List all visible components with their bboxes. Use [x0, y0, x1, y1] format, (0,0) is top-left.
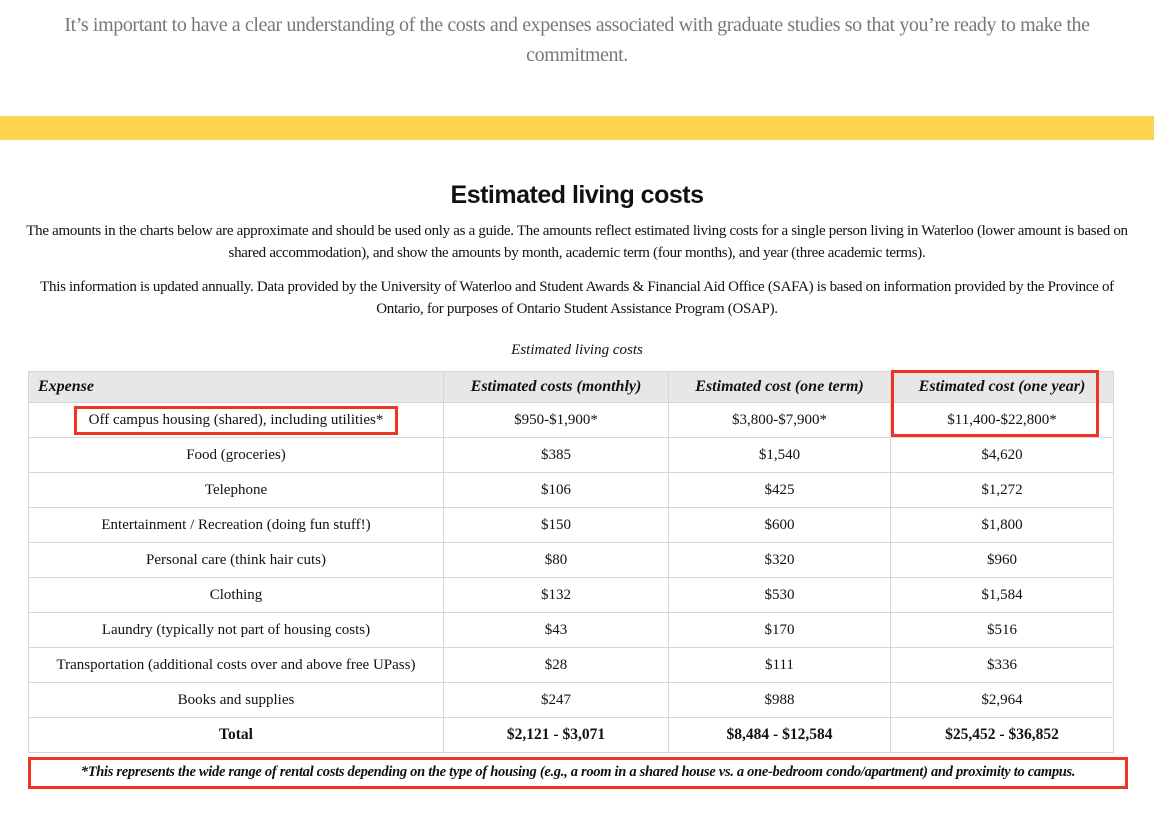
table-header-row [29, 372, 1114, 403]
cell-clothing-label: Clothing [29, 578, 444, 613]
table-row-entertainment [29, 508, 1114, 543]
cell-clothing-year: $1,584 [891, 578, 1114, 613]
header-one-term: Estimated cost (one term) [669, 372, 891, 403]
cell-entertainment-term: $600 [669, 508, 891, 543]
cell-books-term: $988 [669, 683, 891, 718]
cell-clothing-term: $530 [669, 578, 891, 613]
cell-laundry-year: $516 [891, 613, 1114, 648]
cell-total-term: $8,484 - $12,584 [669, 718, 891, 753]
header-expense: Expense [29, 372, 444, 403]
page-title: Estimated living costs [450, 181, 704, 209]
cell-telephone-term: $425 [669, 473, 891, 508]
cell-transportation-year: $336 [891, 648, 1114, 683]
cell-telephone-label: Telephone [29, 473, 444, 508]
cell-personal-care-monthly: $80 [444, 543, 669, 578]
description-paragraph-1: The amounts in the charts below are approximate and should be used only as a guide. The amounts reflect estimated living costs for a single person living in Waterloo (lower amount is based on shared accommodation), and show the amounts by month, academic term (four months), and year (three academic terms). [26, 223, 1128, 261]
cell-telephone-year: $1,272 [891, 473, 1114, 508]
cell-food-monthly: $385 [444, 438, 669, 473]
table-row-personal-care [29, 543, 1114, 578]
cell-transportation-label: Transportation (additional costs over and above free UPass) [29, 648, 444, 683]
cell-transportation-term: $111 [669, 648, 891, 683]
living-costs-table [28, 371, 1114, 753]
header-monthly: Estimated costs (monthly) [444, 372, 669, 403]
cell-housing-year: $11,400-$22,800* [891, 403, 1114, 438]
table-row-telephone [29, 473, 1114, 508]
cell-laundry-term: $170 [669, 613, 891, 648]
cell-entertainment-year: $1,800 [891, 508, 1114, 543]
description-paragraph-2: This information is updated annually. Data provided by the University of Waterloo and Student Awards & Financial Aid Office (SAFA) is based on information provided by the Province of Ontario, for purposes of Ontario Student Assistance Program (OSAP). [40, 279, 1114, 317]
footnote-highlight-box: *This represents the wide range of rental costs depending on the type of housing (e.g., a room in a shared house vs. a one-bedroom condo/apartment) and proximity to campus. [28, 757, 1128, 789]
intro-text: It’s important to have a clear understanding of the costs and expenses associated with graduate studies so that you’re ready to make the commitment. [64, 14, 1090, 66]
cell-entertainment-label: Entertainment / Recreation (doing fun stuff!) [29, 508, 444, 543]
cell-clothing-monthly: $132 [444, 578, 669, 613]
highlight-box-housing-label: Off campus housing (shared), including utilities* [74, 406, 399, 435]
cell-transportation-monthly: $28 [444, 648, 669, 683]
table-row-transportation [29, 648, 1114, 683]
table-row-laundry [29, 613, 1114, 648]
cell-total-label: Total [29, 718, 444, 753]
cell-food-term: $1,540 [669, 438, 891, 473]
cell-books-label: Books and supplies [29, 683, 444, 718]
cell-books-monthly: $247 [444, 683, 669, 718]
table-row-total [29, 718, 1114, 753]
table-row-books [29, 683, 1114, 718]
header-one-year: Estimated cost (one year) [891, 372, 1114, 403]
cell-personal-care-label: Personal care (think hair cuts) [29, 543, 444, 578]
cell-telephone-monthly: $106 [444, 473, 669, 508]
cell-personal-care-term: $320 [669, 543, 891, 578]
cell-total-year: $25,452 - $36,852 [891, 718, 1114, 753]
cell-food-year: $4,620 [891, 438, 1114, 473]
table-row-food [29, 438, 1114, 473]
cell-books-year: $2,964 [891, 683, 1114, 718]
table-row-clothing [29, 578, 1114, 613]
cell-total-monthly: $2,121 - $3,071 [444, 718, 669, 753]
accent-divider-bar [0, 116, 1154, 140]
cell-housing-monthly: $950-$1,900* [444, 403, 669, 438]
cell-entertainment-monthly: $150 [444, 508, 669, 543]
cell-laundry-monthly: $43 [444, 613, 669, 648]
cell-housing-term: $3,800-$7,900* [669, 403, 891, 438]
table-row-housing [29, 403, 1114, 438]
cell-personal-care-year: $960 [891, 543, 1114, 578]
table-caption: Estimated living costs [511, 342, 643, 358]
cell-food-label: Food (groceries) [29, 438, 444, 473]
cell-laundry-label: Laundry (typically not part of housing costs) [29, 613, 444, 648]
